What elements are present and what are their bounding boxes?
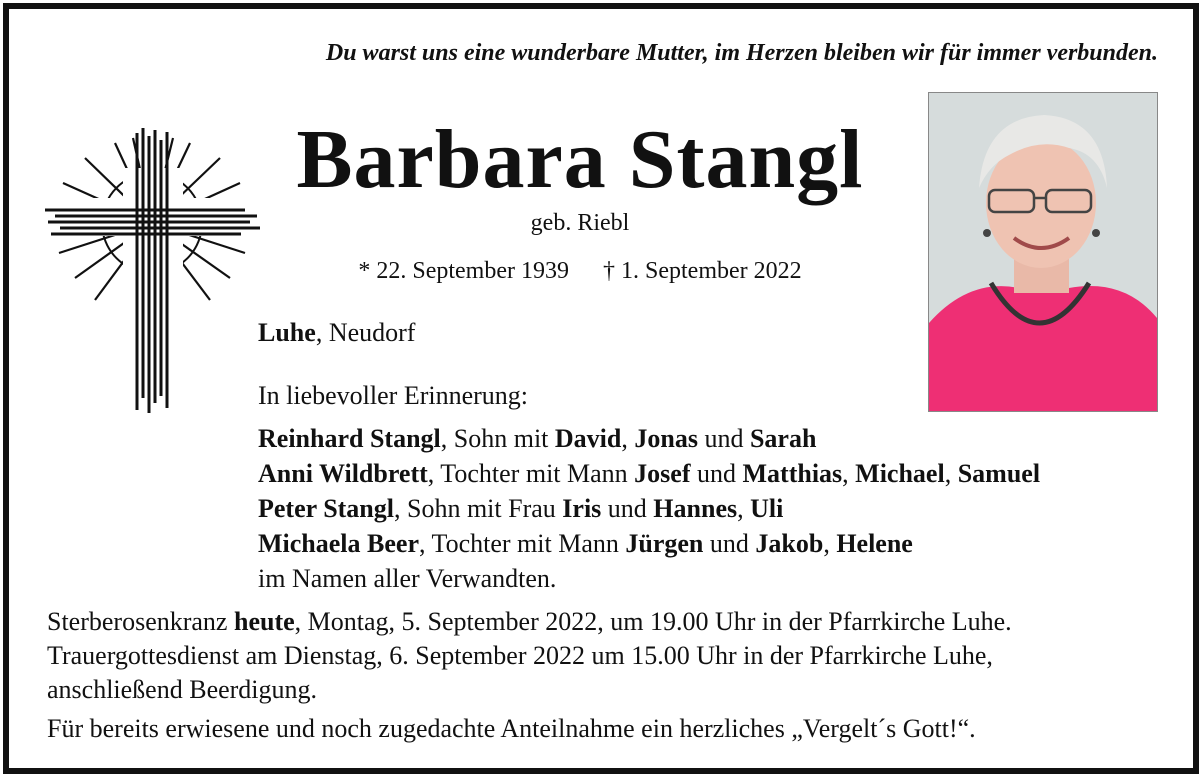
birth-date: * 22. September 1939 (358, 258, 569, 284)
memory-intro: In liebevoller Erinnerung: (258, 381, 529, 410)
mourner-text: , Sohn mit (440, 424, 555, 453)
mourner-name: Reinhard Stangl (258, 424, 441, 453)
service-text: Sterberosenkranz (47, 607, 234, 636)
mourner-name: Jürgen (625, 529, 704, 558)
motto: Du warst uns eine wunderbare Mutter, im Herzen bleiben wir für immer verbunden. (325, 40, 1158, 66)
mourner-text: und (697, 424, 750, 453)
maiden-name: geb. Riebl (530, 210, 630, 236)
mourner-text: , (842, 459, 856, 488)
mourner-text: , Tochter mit Mann (427, 459, 635, 488)
deceased-name: Barbara Stangl (296, 113, 864, 206)
burial-line: anschließend Beerdigung. (47, 675, 318, 704)
mourner-name: Josef (634, 459, 691, 488)
mourner-line (258, 491, 1040, 526)
mourner-line (258, 526, 1040, 561)
relatives-line: im Namen aller Verwandten. (258, 564, 557, 593)
mourner-text: und (601, 494, 654, 523)
funeral-mass-line: Trauergottesdienst am Dienstag, 6. September 2022 um 15.00 Uhr in der Pfarrkirche Luhe, (47, 641, 993, 670)
death-date: † 1. September 2022 (603, 258, 802, 284)
portrait-photo (928, 92, 1158, 412)
rosary-line (47, 605, 1012, 639)
mourner-line (258, 456, 1040, 491)
mourner-line (258, 421, 1040, 456)
residence (258, 318, 415, 348)
mourner-name: Helene (836, 529, 913, 558)
service-info (47, 605, 1012, 746)
mourner-name: David (554, 424, 622, 453)
mourner-name: Uli (750, 494, 784, 523)
service-text: , Montag, 5. September 2022, um 19.00 Uhr in der Pfarrkirche Luhe. (294, 607, 1012, 636)
mourner-name: Anni Wildbrett (258, 459, 428, 488)
mourner-text: , Tochter mit Mann (419, 529, 626, 558)
thanks-line: Für bereits erwiesene und noch zugedachte Anteilnahme ein herzliches „Vergelt´s Gott!“. (47, 714, 976, 743)
mourner-text: , (621, 424, 635, 453)
mourner-name: Jonas (634, 424, 698, 453)
mourner-name: Peter Stangl (258, 494, 394, 523)
mourner-text: und (703, 529, 756, 558)
residence-rest: , Neudorf (315, 318, 416, 347)
mourner-text: und (690, 459, 743, 488)
service-emphasis: heute (233, 607, 295, 636)
cross-with-sun-rays-icon (45, 128, 260, 413)
mourner-text: , (823, 529, 837, 558)
mourner-name: Sarah (749, 424, 817, 453)
mourners-block (258, 378, 1040, 596)
mourner-name: Michael (855, 459, 945, 488)
mourner-name: Iris (562, 494, 602, 523)
mourner-text: , (737, 494, 751, 523)
mourner-name: Michaela Beer (258, 529, 419, 558)
mourner-text: , Sohn mit Frau (394, 494, 563, 523)
life-dates (290, 258, 870, 285)
residence-town: Luhe (258, 318, 316, 347)
mourner-name: Samuel (957, 459, 1041, 488)
mourner-name: Jakob (755, 529, 824, 558)
mourner-name: Matthias (742, 459, 843, 488)
mourner-text: , (944, 459, 958, 488)
mourner-name: Hannes (653, 494, 738, 523)
